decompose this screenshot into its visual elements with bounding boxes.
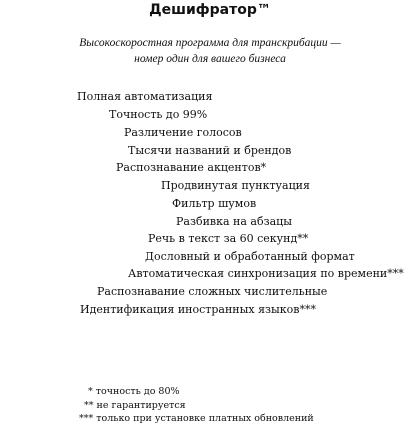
feature-item-10: Дословный и обработанный формат bbox=[145, 250, 355, 263]
footnote-2: ** не гарантируется bbox=[84, 400, 186, 411]
feature-item-2: Точность до 99% bbox=[109, 108, 208, 121]
feature-item-5: Распознавание акцентов* bbox=[116, 161, 267, 174]
feature-item-3: Различение голосов bbox=[124, 126, 242, 139]
subtitle-line-2: номер один для вашего бизнеса bbox=[134, 53, 286, 65]
subtitle-line-1: Высокоскоростная программа для транскрибации — bbox=[79, 37, 341, 49]
feature-item-8: Разбивка на абзацы bbox=[176, 215, 292, 228]
feature-item-1: Полная автоматизация bbox=[77, 90, 213, 103]
feature-item-9: Речь в текст за 60 секунд** bbox=[148, 232, 309, 245]
feature-item-11: Автоматическая синхронизация по времени*** bbox=[128, 267, 404, 280]
footnote-3: *** только при установке платных обновлений bbox=[79, 413, 314, 424]
feature-item-6: Продвинутая пунктуация bbox=[161, 179, 310, 192]
feature-item-13: Идентификация иностранных языков*** bbox=[80, 303, 316, 316]
subtitle bbox=[0, 35, 420, 67]
page-title: Дешифратор™ bbox=[149, 2, 271, 18]
feature-item-4: Тысячи названий и брендов bbox=[128, 144, 292, 157]
feature-item-12: Распознавание сложных числительные bbox=[97, 285, 328, 298]
feature-item-7: Фильтр шумов bbox=[172, 197, 257, 210]
footnote-1: * точность до 80% bbox=[88, 386, 180, 397]
